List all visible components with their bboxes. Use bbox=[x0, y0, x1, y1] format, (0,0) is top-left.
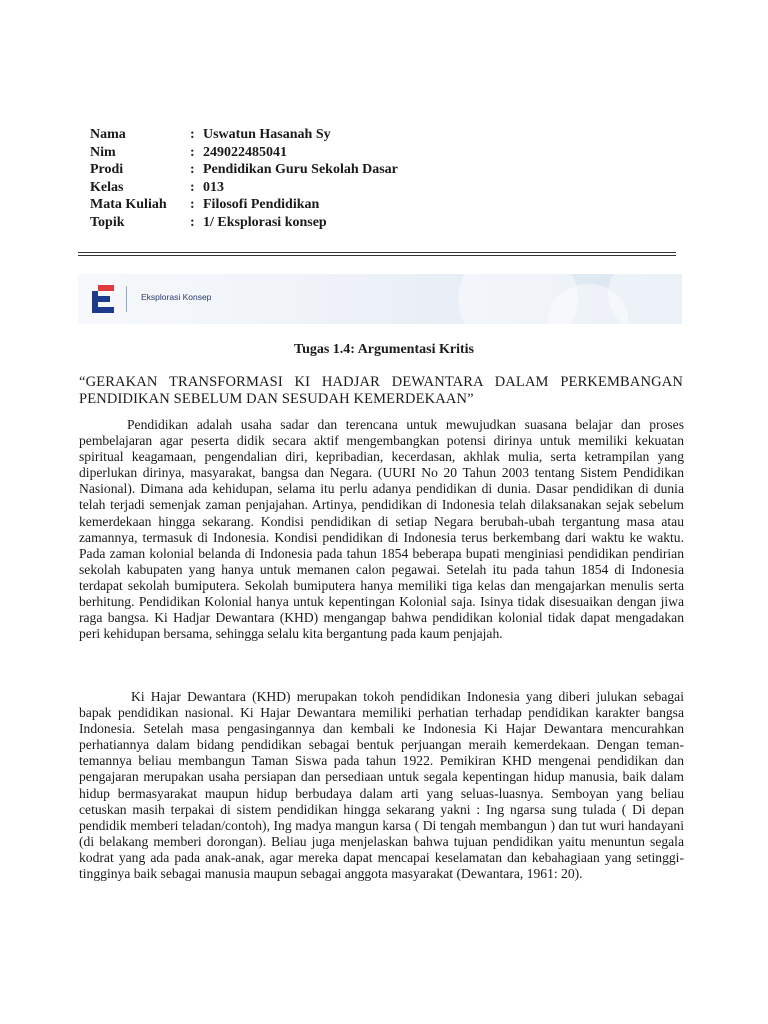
identity-label: Mata Kuliah bbox=[90, 197, 167, 212]
identity-label: Prodi bbox=[90, 162, 124, 177]
banner-separator bbox=[126, 286, 127, 312]
identity-label: Topik bbox=[90, 214, 125, 230]
identity-row-mata-kuliah bbox=[90, 196, 398, 214]
identity-value: Uswatun Hasanah Sy bbox=[203, 127, 331, 142]
identity-value: 1/ Eksplorasi konsep bbox=[203, 214, 327, 230]
identity-colon: : bbox=[190, 162, 195, 177]
identity-row-kelas bbox=[90, 179, 398, 197]
paragraph-2: Ki Hajar Dewantara (KHD) merupakan tokoh pendidikan Indonesia yang diberi julukan sebagai bapak pendidikan nasional. Ki Hajar Dewantara memiliki perhatian terhadap pendidikan karakter bangsa Indonesia. Setelah masa pengasingannya dan kembali ke Indonesia Ki Hajar Dewantara mencurahkan perhatiannya dalam bidang pendidikan sebagai bentuk perjuangan meraih kemerdekaan. Dengan teman-temannya beliau membangun Taman Siswa pada tahun 1922. Pemikiran KHD mengenai pendidikan dan pengajaran merupakan usaha persiapan dan persediaan untuk segala kepentingan hidup manusia, baik dalam hidup bermasyarakat maupun hidup berbudaya dalam arti yang seluas-luasnya. Semboyan yang beliau cetuskan masih terpakai di sistem pendidikan hingga sekarang yakni : Ing ngarsa sung tulada ( Di depan pendidik memberi teladan/contoh), Ing madya mangun karsa ( Di tengah membangun ) dan tut wuri handayani (di belakang memberi dorongan). Beliau juga menjelaskan bahwa tujuan pendidikan yaitu menuntun segala kodrat yang ada pada anak-anak, agar mereka dapat mencapai keselamatan dan kebahagiaan yang setinggi-tingginya baik sebagai manusia maupun sebagai anggota masyarakat (Dewantara, 1961: 20). bbox=[79, 689, 684, 882]
identity-value: 249022485041 bbox=[203, 144, 287, 160]
identity-colon: : bbox=[190, 214, 195, 230]
eksplorasi-logo-icon bbox=[92, 285, 114, 313]
identity-row-nama bbox=[90, 126, 398, 144]
identity-label: Nim bbox=[90, 144, 116, 160]
identity-colon: : bbox=[190, 179, 195, 195]
essay-title: “GERAKAN TRANSFORMASI KI HADJAR DEWANTARA DALAM PERKEMBANGAN PENDIDIKAN SEBELUM DAN SESUDAH KEMERDEKAAN” bbox=[79, 374, 683, 407]
identity-value: 013 bbox=[203, 179, 224, 195]
identity-row-topik bbox=[90, 214, 398, 232]
task-title: Tugas 1.4: Argumentasi Kritis bbox=[294, 342, 474, 357]
identity-label: Nama bbox=[90, 127, 126, 142]
divider-bottom bbox=[78, 255, 676, 256]
identity-row-prodi bbox=[90, 161, 398, 179]
identity-colon: : bbox=[190, 197, 195, 212]
banner-label: Eksplorasi Konsep bbox=[141, 292, 212, 302]
identity-colon: : bbox=[190, 127, 195, 142]
topic-banner bbox=[78, 274, 682, 324]
identity-value: Filosofi Pendidikan bbox=[203, 197, 320, 212]
banner-decoration bbox=[608, 274, 682, 324]
paragraph-1: Pendidikan adalah usaha sadar dan terencana untuk mewujudkan suasana belajar dan proses pembelajaran agar peserta didik secara aktif mengembangkan potensi dirinya untuk memiliki kekuatan spiritual keagamaan, pengendalian diri, kepribadian, kecerdasan, akhlak mulia, serta ketrampilan yang diperlukan dirinya, masyarakat, bangsa dan Negara. (UURI No 20 Tahun 2003 tentang Sistem Pendidikan Nasional). Dimana ada kehidupan, selama itu perlu adanya pendidikan di dunia. Dasar pendidikan di dunia telah terjadi semenjak zaman penjajahan. Artinya, pendidikan di Indonesia telah dilaksanakan sejak sebelum kemerdekaan hingga sekarang. Kondisi pendidikan di setiap Negara berubah-ubah tergantung masa atau zamannya, termasuk di Indonesia. Kondisi pendidikan di Indonesia terus berkembang dari waktu ke waktu. Pada zaman kolonial belanda di Indonesia pada tahun 1854 beberapa bupati menginiasi pendidikan pendirian sekolah kabupaten yang hanya untuk memanen calon pegawai. Setelah itu pada tahun 1854 di Indonesia terdapat sekolah bumiputera. Sekolah bumiputera hanya memiliki tiga kelas dan mengajarkan menulis serta berhitung. Pendidikan Kolonial hanya untuk kepentingan Kolonial saja. Isinya tidak disesuaikan dengan jiwa raga bangsa. Ki Hadjar Dewantara (KHD) mengangap bahwa pendidikan kolonial tidak dapat mengadakan peri kehidupan bersama, sehingga selalu kita bergantung pada kaum penjajah. bbox=[79, 417, 684, 642]
identity-row-nim bbox=[90, 144, 398, 162]
divider-top bbox=[78, 252, 676, 253]
identity-colon: : bbox=[190, 144, 195, 160]
identity-value: Pendidikan Guru Sekolah Dasar bbox=[203, 162, 398, 177]
identity-block bbox=[90, 126, 398, 231]
identity-label: Kelas bbox=[90, 179, 124, 195]
